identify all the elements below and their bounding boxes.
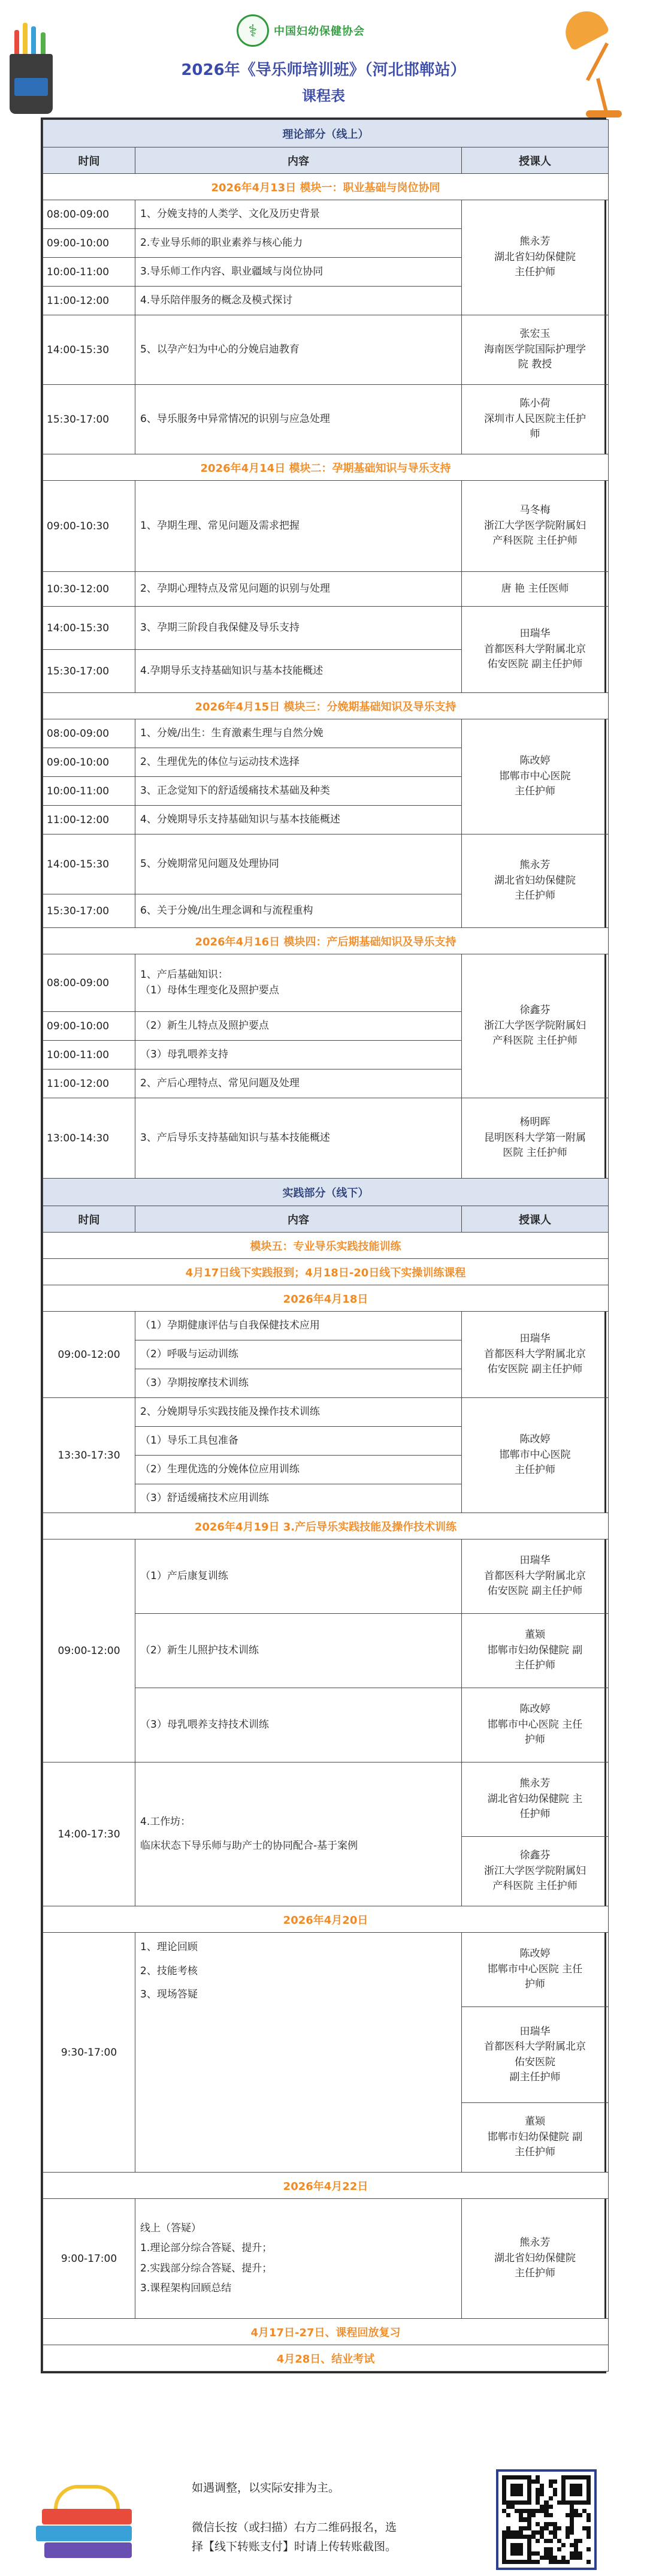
content-cell: 1、理论回顾 2、技能考核 3、现场答疑 <box>135 1933 462 2173</box>
content-cell: 1、孕期生理、常见问题及需求把握 <box>135 481 462 572</box>
content-cell: 线上（答疑） 1.理论部分综合答疑、提升； 2.实践部分综合答疑、提升； 3.课程架构回顾总结 <box>135 2199 462 2319</box>
content-cell: 4.导乐陪伴服务的概念及模式探讨 <box>135 287 462 315</box>
content-cell: 1、产后基础知识： （1）母体生理变化及照护要点 <box>135 954 462 1012</box>
content-cell: （2）新生儿特点及照护要点 <box>135 1012 462 1041</box>
column-header-instructor: 授课人 <box>462 147 609 174</box>
column-header-time: 时间 <box>43 147 135 174</box>
time-cell: 08:00-09:00 <box>43 200 135 229</box>
time-cell: 13:30-17:30 <box>43 1398 135 1513</box>
content-cell: 5、分娩期常见问题及处理协同 <box>135 834 462 894</box>
instructor-cell: 熊永芳 湖北省妇幼保健院 主任护师 <box>462 834 609 928</box>
time-cell: 14:00-15:30 <box>43 834 135 894</box>
content-cell: （3）母乳喂养支持技术训练 <box>135 1688 462 1762</box>
table-row <box>43 1098 609 1179</box>
instructor-cell: 董颎 邯郸市妇幼保健院 副 主任护师 <box>462 1614 609 1688</box>
instructor-cell: 熊永芳 湖北省妇幼保健院 主任护师 <box>462 200 609 315</box>
content-cell: 2、分娩期导乐实践技能及操作技术训练 <box>135 1398 462 1427</box>
content-cell: 1、分娩支持的人类学、文化及历史背景 <box>135 200 462 229</box>
instructor-cell: 田瑞华 首都医科大学附属北京 佑安医院 副主任护师 <box>462 2007 609 2103</box>
time-cell: 10:00-11:00 <box>43 777 135 806</box>
instructor-cell: 陈改婷 邯郸市中心医院 主任 护师 <box>462 1933 609 2007</box>
module-band: 2026年4月16日 模块四：产后期基础知识及导乐支持 <box>43 928 609 954</box>
content-cell: （2）呼吸与运动训练 <box>135 1340 462 1369</box>
column-header-content: 内容 <box>135 1206 462 1233</box>
table-row <box>43 1539 609 1614</box>
module-band: 2026年4月15日 模块三：分娩期基础知识及导乐支持 <box>43 693 609 719</box>
date-band: 2026年4月22日 <box>43 2173 609 2199</box>
schedule-note: 4月17日线下实践报到；4月18日-20日线下实操训练课程 <box>43 1259 609 1285</box>
page-title: 2026年《导乐师培训班》（河北邯郸站） <box>181 61 466 79</box>
column-header-content: 内容 <box>135 147 462 174</box>
registration-note-line2: 择【线下转账支付】时请上传转账截图。 <box>192 2540 397 2553</box>
content-cell: 6、导乐服务中异常情况的识别与应急处理 <box>135 385 462 454</box>
time-cell: 9:30-17:00 <box>43 1933 135 2173</box>
date-band: 2026年4月19日 3.产后导乐实践技能及操作技术训练 <box>43 1513 609 1539</box>
time-cell: 09:00-10:00 <box>43 1012 135 1041</box>
time-cell: 15:30-17:00 <box>43 650 135 693</box>
content-cell: （1）导乐工具包准备 <box>135 1427 462 1456</box>
instructor-cell: 田瑞华 首都医科大学附属北京 佑安医院 副主任护师 <box>462 1539 609 1614</box>
module-band: 2026年4月13日 模块一：职业基础与岗位协同 <box>43 174 609 200</box>
content-cell: （1）产后康复训练 <box>135 1539 462 1614</box>
time-cell: 13:00-14:30 <box>43 1098 135 1179</box>
maternal-child-health-emblem-icon: ⚕ <box>237 14 269 47</box>
instructor-cell: 田瑞华 首都医科大学附属北京 佑安医院 副主任护师 <box>462 607 609 693</box>
instructor-cell: 陈改婷 邯郸市中心医院 主任 护师 <box>462 1688 609 1762</box>
schedule-table <box>41 117 606 2373</box>
time-cell: 15:30-17:00 <box>43 894 135 928</box>
table-row <box>43 572 609 607</box>
table-row <box>43 1933 609 2007</box>
instructor-cell: 陈改婷 邯郸市中心医院 主任护师 <box>462 719 609 834</box>
page-footer <box>0 2461 647 2575</box>
column-header-instructor: 授课人 <box>462 1206 609 1233</box>
content-cell: 4.孕期导乐支持基础知识与基本技能概述 <box>135 650 462 693</box>
instructor-cell: 董颎 邯郸市妇幼保健院 副 主任护师 <box>462 2103 609 2173</box>
module-band: 2026年4月14日 模块二：孕期基础知识与导乐支持 <box>43 454 609 481</box>
time-cell: 09:00-10:00 <box>43 229 135 258</box>
content-cell: （3）舒适缓痛技术应用训练 <box>135 1484 462 1513</box>
content-cell: 2.专业导乐师的职业素养与核心能力 <box>135 229 462 258</box>
adjustment-note: 如遇调整，以实际安排为主。 <box>192 2481 340 2494</box>
content-cell: 4、分娩期导乐支持基础知识与基本技能概述 <box>135 806 462 834</box>
content-cell: （1）孕期健康评估与自我保健技术应用 <box>135 1312 462 1340</box>
date-band: 2026年4月18日 <box>43 1285 609 1312</box>
content-cell: （3）母乳喂养支持 <box>135 1041 462 1069</box>
instructor-cell: 徐鑫芬 浙江大学医学院附属妇 产科医院 主任护师 <box>462 1837 609 1906</box>
time-cell: 10:30-12:00 <box>43 572 135 607</box>
time-cell: 11:00-12:00 <box>43 806 135 834</box>
instructor-cell: 陈小荷 深圳市人民医院主任护 师 <box>462 385 609 454</box>
table-row <box>43 1312 609 1340</box>
content-cell: 2、生理优先的体位与运动技术选择 <box>135 748 462 777</box>
time-cell: 14:00-15:30 <box>43 315 135 385</box>
instructor-cell: 徐鑫芬 浙江大学医学院附属妇 产科医院 主任护师 <box>462 954 609 1098</box>
section-title-theory: 理论部分（线上） <box>43 120 609 147</box>
time-cell: 09:00-10:30 <box>43 481 135 572</box>
time-cell: 08:00-09:00 <box>43 719 135 748</box>
desk-lamp-illustration <box>563 12 629 120</box>
content-cell: 3、孕期三阶段自我保健及导乐支持 <box>135 607 462 650</box>
table-row <box>43 1762 609 1837</box>
page-header <box>0 0 647 120</box>
instructor-cell: 马冬梅 浙江大学医学院附属妇 产科医院 主任护师 <box>462 481 609 572</box>
content-cell: （3）孕期按摩技术训练 <box>135 1369 462 1398</box>
registration-note-line1: 微信长按（或扫描）右方二维码报名，选 <box>192 2521 397 2534</box>
time-cell: 10:00-11:00 <box>43 1041 135 1069</box>
content-cell: 3、正念觉知下的舒适缓痛技术基础及种类 <box>135 777 462 806</box>
table-row <box>43 315 609 385</box>
org-name: 中国妇幼保健协会 <box>274 25 365 38</box>
column-header-time: 时间 <box>43 1206 135 1233</box>
instructor-cell: 熊永芳 湖北省妇幼保健院 主任护师 <box>462 2199 609 2319</box>
time-cell: 9:00-17:00 <box>43 2199 135 2319</box>
instructor-cell: 田瑞华 首都医科大学附属北京 佑安医院 副主任护师 <box>462 1312 609 1398</box>
table-row <box>43 834 609 894</box>
instructor-cell: 杨明晖 昆明医科大学第一附属 医院 主任护师 <box>462 1098 609 1179</box>
date-band: 2026年4月20日 <box>43 1906 609 1933</box>
time-cell: 14:00-17:30 <box>43 1762 135 1906</box>
time-cell: 15:30-17:00 <box>43 385 135 454</box>
books-illustration <box>30 2485 138 2569</box>
content-cell: 2、产后心理特点、常见问题及处理 <box>135 1069 462 1098</box>
time-cell: 11:00-12:00 <box>43 1069 135 1098</box>
instructor-cell: 唐 艳 主任医师 <box>462 572 609 607</box>
module-band: 模块五：专业导乐实践技能训练 <box>43 1233 609 1259</box>
time-cell: 14:00-15:30 <box>43 607 135 650</box>
page-subtitle: 课程表 <box>302 88 345 104</box>
content-cell: 4.工作坊： 临床状态下导乐师与助产士的协同配合-基于案例 <box>135 1762 462 1906</box>
instructor-cell: 熊永芳 湖北省妇幼保健院 主 任护师 <box>462 1762 609 1837</box>
content-cell: 3、产后导乐支持基础知识与基本技能概述 <box>135 1098 462 1179</box>
time-cell: 10:00-11:00 <box>43 258 135 287</box>
instructor-cell: 陈改婷 邯郸市中心医院 主任护师 <box>462 1398 609 1513</box>
content-cell: 3.导乐师工作内容、职业疆域与岗位协同 <box>135 258 462 287</box>
content-cell: 6、关于分娩/出生理念调和与流程重构 <box>135 894 462 928</box>
time-cell: 08:00-09:00 <box>43 954 135 1012</box>
table-row <box>43 481 609 572</box>
table-row <box>43 607 609 650</box>
time-cell: 09:00-12:00 <box>43 1539 135 1762</box>
section-title-practice: 实践部分（线下） <box>43 1179 609 1206</box>
table-row <box>43 954 609 1012</box>
content-cell: （2）生理优选的分娩体位应用训练 <box>135 1456 462 1484</box>
time-cell: 09:00-10:00 <box>43 748 135 777</box>
time-cell: 11:00-12:00 <box>43 287 135 315</box>
qr-code-icon[interactable] <box>496 2469 597 2570</box>
content-cell: （2）新生儿照护技术训练 <box>135 1614 462 1688</box>
content-cell: 5、以孕产妇为中心的分娩启迪教育 <box>135 315 462 385</box>
instructor-cell: 张宏玉 海南医学院国际护理学 院 教授 <box>462 315 609 385</box>
content-cell: 2、孕期心理特点及常见问题的识别与处理 <box>135 572 462 607</box>
table-row <box>43 200 609 229</box>
time-cell: 09:00-12:00 <box>43 1312 135 1398</box>
table-row <box>43 719 609 748</box>
table-row <box>43 2199 609 2319</box>
table-row <box>43 1398 609 1427</box>
content-cell: 1、分娩/出生：生育激素生理与自然分娩 <box>135 719 462 748</box>
replay-note: 4月17日-27日、课程回放复习 <box>43 2319 609 2345</box>
org-logo <box>237 14 365 47</box>
table-row <box>43 385 609 454</box>
exam-note: 4月28日、结业考试 <box>43 2345 609 2372</box>
